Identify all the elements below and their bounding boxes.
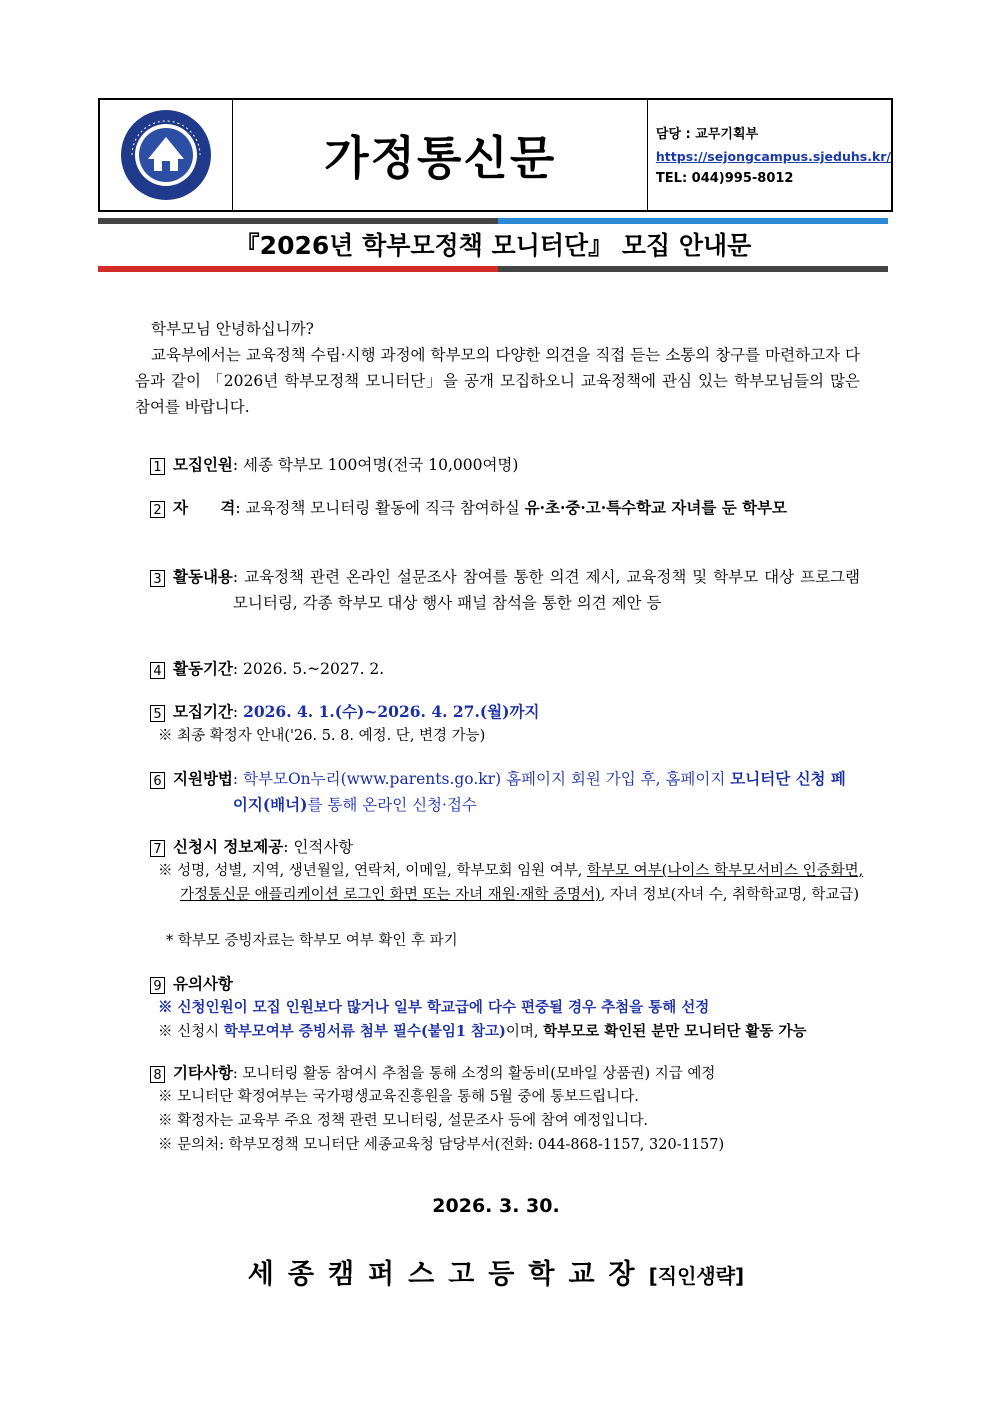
school-url-link[interactable]: https://sejongcampus.sjeduhs.kr/ [655, 149, 891, 164]
note-underlined-text: 학부모 여부(나이스 학부모서비스 인증화면, 가정통신문 애플리케이션 로그인 화면 또는 자녀 재원·재학 증명서) [180, 863, 864, 903]
contact-info [648, 100, 891, 210]
item-9-note-2 [158, 1020, 878, 1044]
item-number: 9 [150, 977, 165, 994]
notice-title-cell [233, 100, 647, 210]
recruit-period: 2026. 4. 1.(수)~2026. 4. 27.(월)까지 [243, 702, 540, 721]
item-label: 자 격 [173, 498, 236, 517]
divider-bottom-right [498, 266, 888, 272]
item-5 [150, 699, 870, 725]
item-number: 6 [150, 772, 165, 789]
intro-paragraph: 교육부에서는 교육정책 수립·시행 과정에 학부모의 다양한 의견을 직접 듣는 소통의 창구를 마련하고자 다음과 같이 「2026년 학부모정책 모니터단」을 공개 모집하오니 교육정책에 관심 있는 학부모님들의 많은 참여를 바랍니다. [135, 346, 860, 416]
item-label: 신청시 정보제공 [173, 837, 284, 856]
item-8-note-1: ※ 모니터단 확정여부는 국가평생교육진흥원을 통해 5월 중에 통보드립니다. [158, 1089, 639, 1105]
item-number: 1 [150, 458, 165, 475]
item-label: 활동기간 [173, 659, 233, 678]
item-7-note-2: * 학부모 증빙자료는 학부모 여부 확인 후 파기 [166, 933, 458, 949]
divider-top-left [98, 218, 498, 224]
seal-omitted: [직인생략] [648, 1264, 745, 1288]
item-bold-text: 유·초·중·고·특수학교 자녀를 둔 학부모 [524, 498, 788, 517]
note-text: 이며, [505, 1024, 544, 1040]
item-text: : 세종 학부모 100여명(전국 10,000여명) [232, 456, 519, 474]
telephone: TEL: 044)995-8012 [655, 171, 794, 186]
note-blue-text: 학부모여부 증빙서류 첨부 필수(붙임1 참고) [223, 1023, 506, 1040]
item-text: : 교육정책 관련 온라인 설문조사 참여를 통한 의견 제시, 교육정책 및 학부모 대상 프로그램 모니터링, 각종 학부모 대상 행사 패널 참석을 통한 의견 제안 등 [232, 568, 860, 612]
item-label: 활동내용 [173, 567, 233, 586]
item-number: 5 [150, 705, 165, 722]
item-number: 4 [150, 662, 165, 679]
item-label: 모집인원 [173, 455, 233, 474]
item-text: : [232, 703, 244, 721]
item-6 [150, 766, 870, 818]
document-date: 2026. 3. 30. [432, 1195, 560, 1217]
item-7 [150, 834, 870, 860]
item-text: : 인적사항 [283, 838, 354, 856]
item-number: 7 [150, 840, 165, 857]
item-label: 기타사항 [173, 1063, 233, 1082]
item-text: : 모니터링 활동 참여시 추첨을 통해 소정의 활동비(모바일 상품권) 지급 예정 [232, 1066, 716, 1082]
item-label: 유의사항 [173, 974, 233, 993]
item-text: : 교육정책 모니터링 활동에 직극 참여하실 [235, 499, 525, 517]
item-label: 모집기간 [173, 702, 233, 721]
item-label: 지원방법 [173, 769, 233, 788]
principal-signature: 세종캠퍼스고등학교장 [247, 1259, 649, 1290]
notice-title: 가정통신문 [324, 131, 557, 185]
divider-bottom-left [98, 266, 498, 272]
item-8-note-2: ※ 확정자는 교육부 주요 정책 관련 모니터링, 설문조사 등에 참여 예정입니다. [158, 1113, 649, 1129]
item-number: 8 [150, 1066, 165, 1083]
item-9 [150, 971, 870, 997]
item-4 [150, 656, 870, 682]
signature-block [0, 1252, 992, 1291]
item-number: 2 [150, 501, 165, 518]
item-3 [150, 564, 870, 616]
item-1 [150, 452, 870, 478]
item-8 [150, 1060, 870, 1087]
divider-top-right [498, 218, 888, 224]
item-2 [150, 495, 870, 521]
document-subtitle: 『2026년 학부모정책 모니터단』 모집 안내문 [234, 231, 752, 260]
note-text: ※ 신청시 [158, 1024, 224, 1040]
item-8-note-3: ※ 문의처: 학부모정책 모니터단 세종교육청 담당부서(전화: 044-868-1157, 320-1157) [158, 1137, 725, 1153]
department: 담당 : 교무기획부 [655, 127, 759, 142]
item-number: 3 [150, 570, 165, 587]
intro-section [135, 316, 860, 420]
school-emblem-icon [118, 107, 214, 203]
note-text: ※ 성명, 성별, 지역, 생년월일, 연락처, 이메일, 학부모회 임원 여부, [158, 863, 588, 879]
item-text: : 학부모On누리(www.parents.go.kr) 홈페이지 회원 가입 후, 홈페이지 [232, 770, 731, 788]
header-box [98, 98, 893, 212]
monitor-apply-page-link[interactable]: 모니터단 신청 페이지(배너) [232, 769, 846, 814]
school-logo [100, 100, 233, 210]
note-text: , 자녀 정보(자녀 수, 취학학교명, 학교급) [600, 887, 860, 903]
item-text-after: 를 통해 온라인 신청·접수 [307, 796, 477, 814]
item-7-note-1 [158, 859, 880, 907]
greeting: 학부모님 안녕하십니까? [151, 320, 314, 338]
item-text: : 2026. 5.~2027. 2. [232, 660, 385, 678]
note-bold-text: 학부모로 확인된 분만 모니터단 활동 가능 [543, 1023, 807, 1040]
item-5-note: ※ 최종 확정자 안내('26. 5. 8. 예정. 단, 변경 가능) [158, 728, 486, 744]
item-9-note-1: ※ 신청인원이 모집 인원보다 많거나 일부 학교급에 다수 편중될 경우 추첨을 통해 선정 [158, 999, 710, 1016]
